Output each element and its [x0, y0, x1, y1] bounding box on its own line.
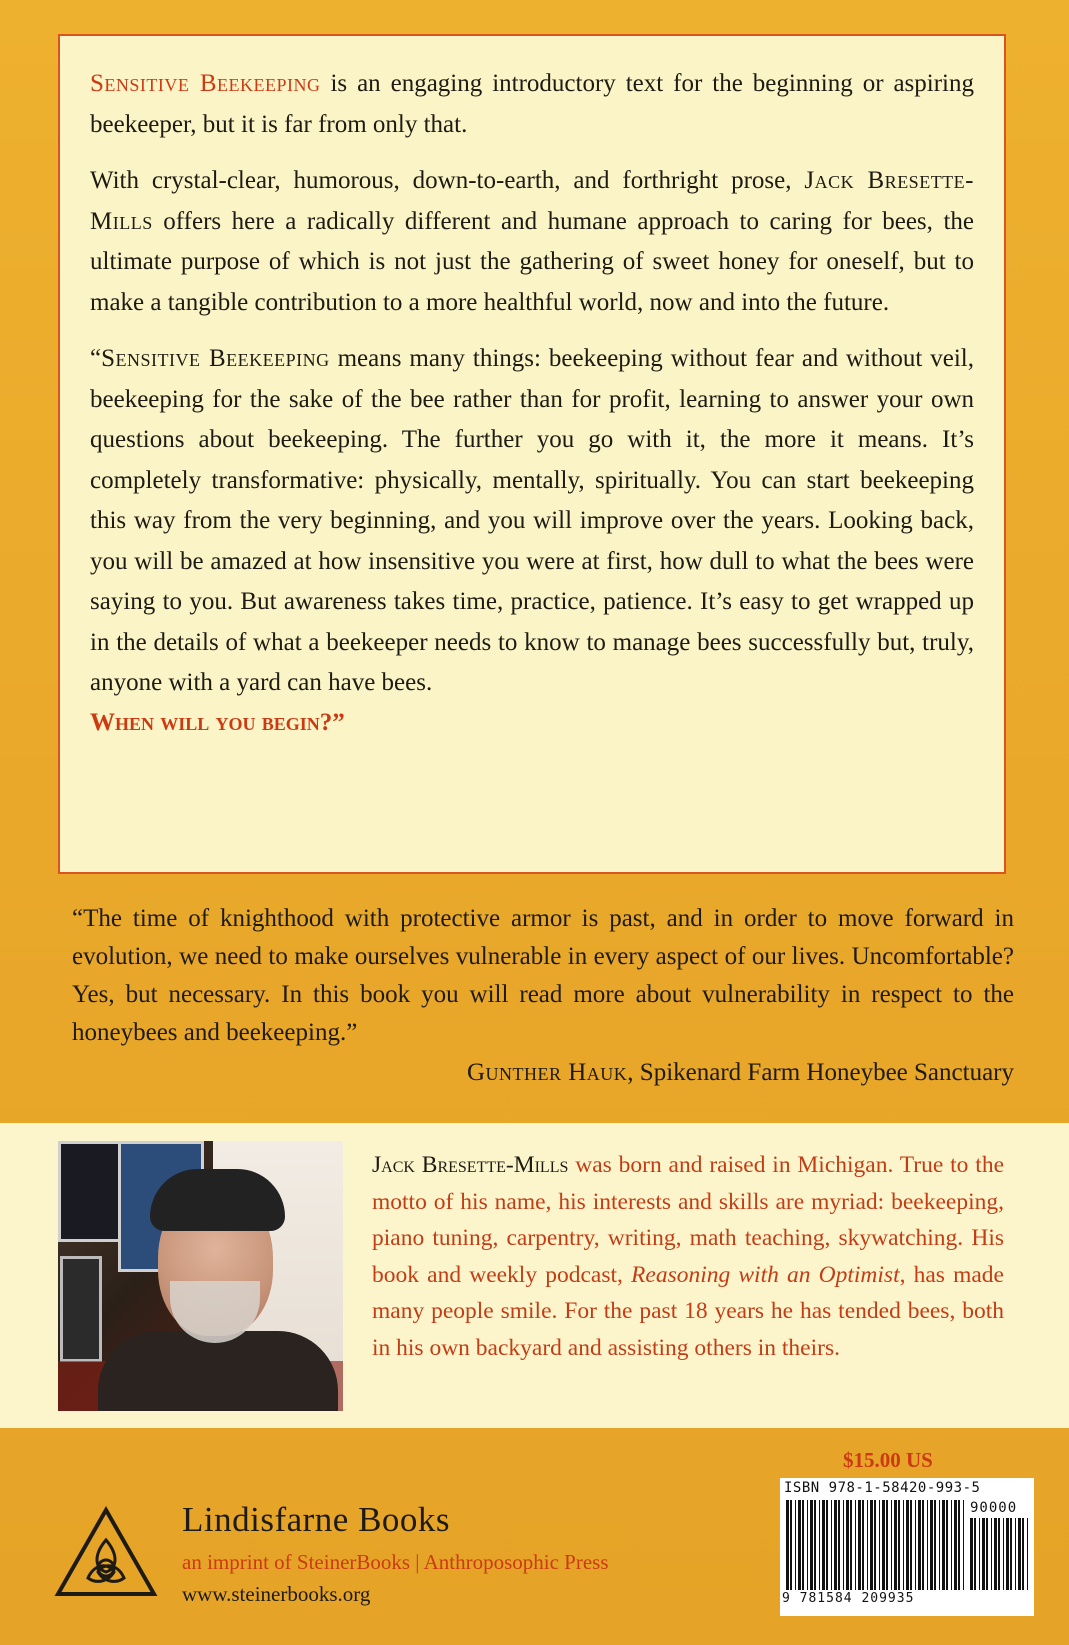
blurb-text-1: is an engaging introductory text for the beginning or aspiring beekeeper, but it is far from only that.: [90, 70, 975, 138]
endorsement-attribution: [72, 1054, 1014, 1092]
blurb-box: [58, 34, 1006, 874]
bio-text-1: was born and raised in Michigan. True to the motto of his name, his interests and skills are myriad: beekeeping, piano tuning, carpentry, writing, math teaching, skywatching. His book and weekly podcast,: [372, 1152, 1004, 1288]
closing-question: When will you begin?”: [90, 708, 345, 736]
open-quote: “: [90, 345, 102, 372]
author-bio: [372, 1147, 1004, 1366]
endorser-org: , Spikenard Farm Honeybee Sanctuary: [627, 1059, 1014, 1086]
endorser-name: Gunther Hauk: [466, 1059, 628, 1086]
barcode-addon: 90000: [970, 1500, 1018, 1516]
author-name: Jack Bresette-Mills: [372, 1152, 569, 1178]
blurb-text-2b: offers here a radically different and humane approach to caring for bees, the ultimate purpose of which is not just the gathering of sweet honey for oneself, but to make a tangible contribution to a more healthful world, now and into the future.: [90, 207, 974, 316]
book-title: Sensitive Beekeeping: [90, 70, 321, 97]
book-title-inline: Sensitive Beekeeping: [101, 345, 330, 372]
endorsement: [72, 900, 1014, 1092]
blurb-text-2a: With crystal-clear, humorous, down-to-earth, and forthright prose,: [90, 167, 805, 194]
bio-text-2: , has made many people smile. For the past 18 years he has tended bees, both in his own backyard and assisting others in theirs.: [372, 1261, 1004, 1361]
publisher-url: www.steinerbooks.org: [182, 1582, 371, 1606]
price: $15.00 US: [843, 1448, 933, 1472]
blurb-paragraph-2: [90, 161, 974, 323]
ean-text: 9 781584 209935: [782, 1591, 915, 1606]
publisher-imprint: an imprint of SteinerBooks | Anthroposophic Press: [182, 1550, 609, 1574]
endorsement-quote: “The time of knighthood with protective armor is past, and in order to move forward in evolution, we need to make ourselves vulnerable in every aspect of our lives. Uncomfortable? Yes, but necessary. In this book you will read more about vulnerability in respect to the honeybees and beekeeping.”: [72, 905, 1014, 1046]
author-section: [0, 1123, 1069, 1428]
podcast-title: Reasoning with an Optimist: [631, 1261, 900, 1288]
barcode: [780, 1478, 1034, 1616]
blurb-paragraph-1: [90, 64, 974, 145]
isbn-text: ISBN 978-1-58420-993-5: [784, 1480, 981, 1496]
blurb-text-3: means many things: beekeeping without fear and without veil, beekeeping for the sake of the bee rather than for profit, learning to answer your own questions about beekeeping. The further you go with it, the more it means. It’s completely transformative: physically, mentally, spiritually. You can start beekeeping this way from the very beginning, and you will improve over the years. Looking back, you will be amazed at how insensitive you were at first, how dull to what the bees were saying to you. But awareness takes time, practice, patience. It’s easy to get wrapped up in the details of what a beekeeper needs to know to manage bees successfully but, truly, anyone with a yard can have bees.: [90, 345, 974, 696]
author-photo: [58, 1141, 343, 1411]
addon-bars: [970, 1518, 1030, 1590]
blurb-paragraph-3: [90, 339, 974, 704]
publisher-name: Lindisfarne Books: [182, 1500, 451, 1539]
publisher-logo-icon: [54, 1506, 158, 1598]
author-name-inline: Jack Bresette-Mills: [90, 167, 975, 235]
barcode-bars: [786, 1500, 964, 1590]
